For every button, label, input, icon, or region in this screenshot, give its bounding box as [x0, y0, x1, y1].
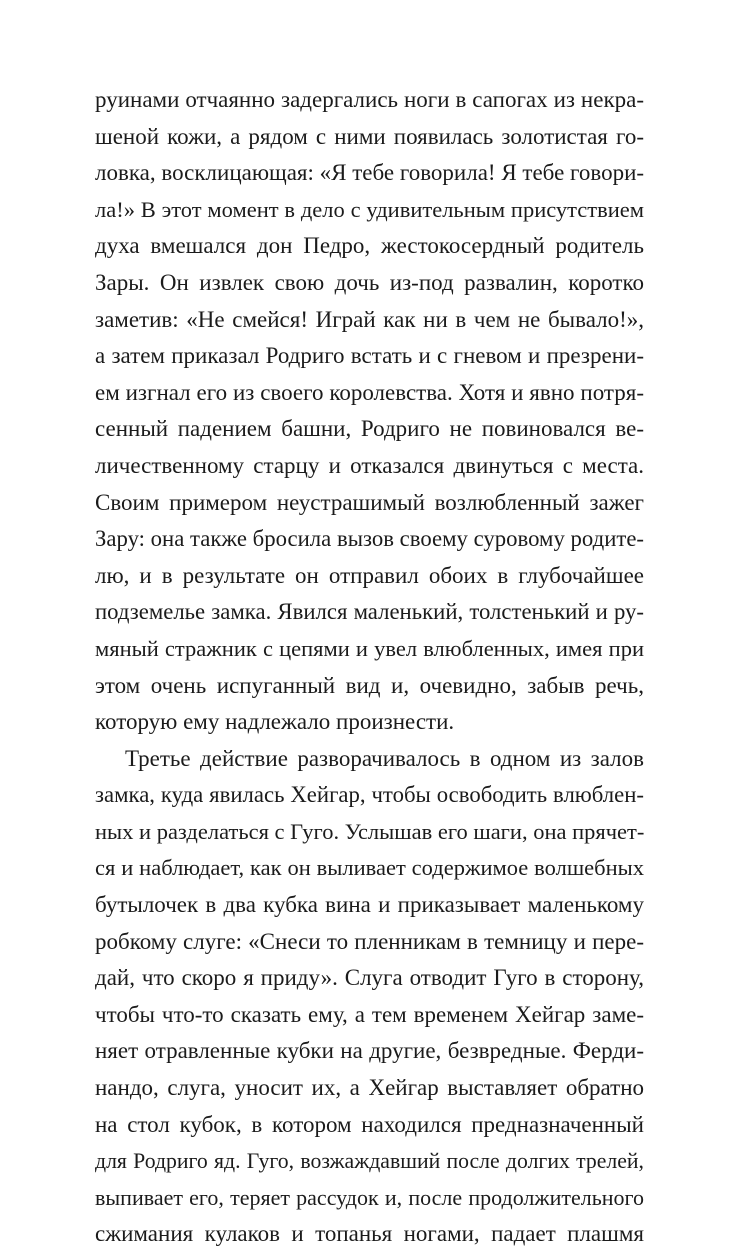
text-line: сенный падением башни, Родриго не повиновался ве- — [95, 416, 644, 442]
text-line: мяный стражник с цепями и увел влюбленных, имея при — [95, 635, 644, 661]
text-line: шеной кожи, а рядом с ними появилась золотистая го- — [95, 123, 644, 149]
text-line: заметив: «Не смейся! Играй как ни в чем не бывало!», — [95, 306, 644, 332]
text-line: Зару: она также бросила вызов своему суровому родите- — [95, 526, 644, 552]
text-line: ся и наблюдает, как он выливает содержимое волшебных — [95, 855, 644, 881]
text-line: Зары. Он извлек свою дочь из-под развалин, коротко — [95, 269, 644, 295]
text-line: робкому слуге: «Снеси то пленникам в темницу и пере- — [95, 928, 644, 954]
text-line: которую ему надлежало произнести. — [95, 709, 455, 735]
text-line: на стол кубок, в котором находился предназначенный — [95, 1111, 644, 1137]
text-line: чтобы что-то сказать ему, а тем временем Хейгар заме- — [95, 1001, 644, 1027]
paragraph-first-line: Третье действие разворачивалось в одном из залов — [125, 745, 644, 771]
text-line: руинами отчаянно задергались ноги в сапогах из некра- — [95, 87, 644, 112]
text-line: ных и разделаться с Гуго. Услышав его шаги, она прячет- — [95, 818, 645, 844]
text-line: ем изгнал его из своего королевства. Хотя и явно потря- — [95, 379, 644, 405]
text-line: выпивает его, теряет рассудок и, после продолжительного — [95, 1184, 644, 1210]
text-line: подземелье замка. Явился маленький, толстенький и ру- — [95, 599, 644, 625]
text-line: Своим примером неустрашимый возлюбленный зажег — [95, 489, 644, 515]
text-line: для Родриго яд. Гуго, возжаждавший после долгих трелей, — [95, 1149, 644, 1174]
text-line: духа вмешался дон Педро, жестокосердный родитель — [95, 233, 644, 259]
text-line: сжимания кулаков и топанья ногами, падает плашмя — [95, 1221, 644, 1247]
text-line: няет отравленные кубки на другие, безвредные. Ферди- — [95, 1038, 644, 1064]
text-line: ловка, восклицающая: «Я тебе говорила! Я тебе говори- — [95, 160, 645, 186]
text-line: лю, и в результате он отправил обоих в глубочайшее — [95, 562, 644, 588]
text-line: личественному старцу и отказался двинуться с места. — [95, 452, 644, 478]
text-line: нандо, слуга, уносит их, а Хейгар выставляет обратно — [95, 1075, 644, 1101]
text-line: этом очень испуганный вид и, очевидно, забыв речь, — [95, 672, 644, 698]
text-line: а затем приказал Родриго встать и с гневом и презрени- — [95, 343, 644, 369]
page-body-text — [95, 82, 644, 1253]
text-line: бутылочек в два кубка вина и приказывает маленькому — [95, 892, 644, 918]
text-line: ла!» В этот момент в дело с удивительным присутствием — [95, 196, 644, 222]
text-line: замка, куда явилась Хейгар, чтобы освободить влюблен- — [95, 782, 644, 808]
text-line: дай, что скоро я приду». Слуга отводит Гуго в сторону, — [95, 965, 644, 991]
